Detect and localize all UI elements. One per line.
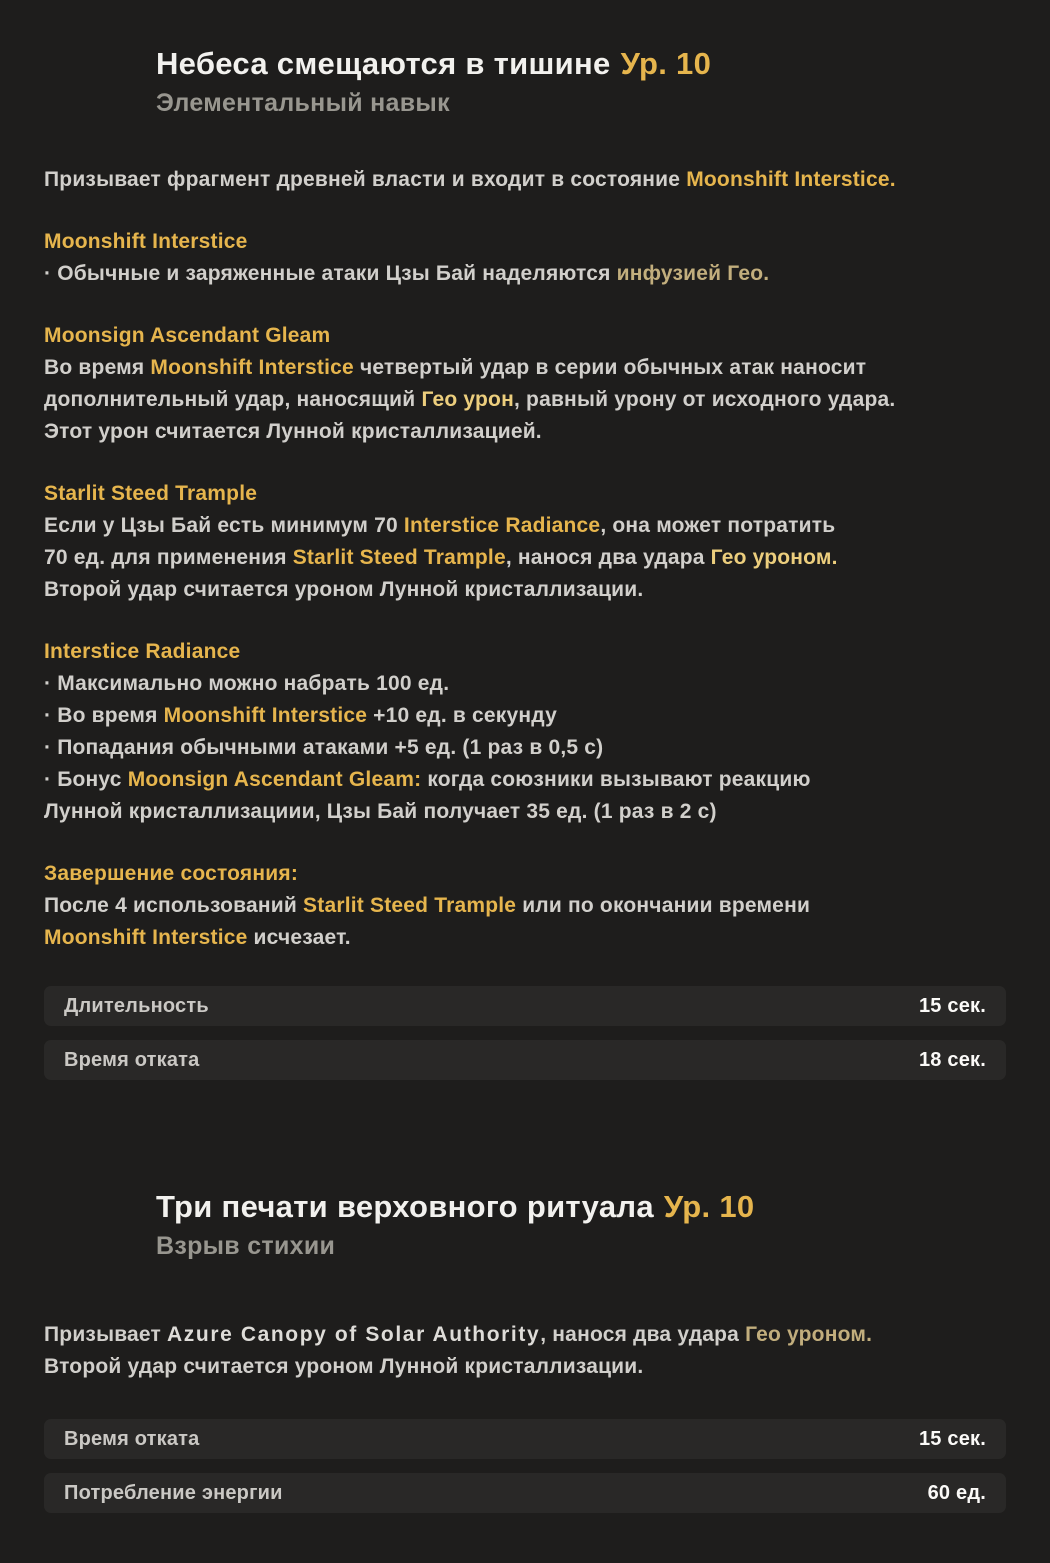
text-line xyxy=(44,164,1006,196)
text-segment-gold: Завершение состояния: xyxy=(44,862,299,885)
text-segment-body: · Максимально можно набрать 100 ед. xyxy=(44,672,450,695)
text-line xyxy=(44,636,1006,668)
text-segment-body: четвертый удар в серии обычных атак наносит xyxy=(353,356,867,379)
text-line xyxy=(44,384,1006,416)
stat-value: 15 сек. xyxy=(918,994,986,1017)
text-segment-gold: Moonshift Interstice. xyxy=(686,168,896,191)
stat-value: 60 ед. xyxy=(927,1481,986,1504)
skill-stats xyxy=(44,986,1006,1080)
text-segment-body: дополнительный удар, наносящий xyxy=(44,388,422,411)
stat-value: 18 сек. xyxy=(918,1048,986,1071)
text-segment-gold: Interstice Radiance xyxy=(403,514,601,537)
text-segment-gold: Moonshift Interstice xyxy=(44,926,248,949)
text-line xyxy=(44,1351,1006,1383)
stat-row xyxy=(44,1040,1006,1080)
text-line xyxy=(44,478,1006,510)
text-segment-body: Лунной кристаллизациии, Цзы Бай получает 35 ед. (1 раз в 2 с) xyxy=(44,800,717,823)
text-line xyxy=(44,1319,1006,1351)
stat-value: 15 сек. xyxy=(918,1427,986,1450)
skill-section-elemental-skill xyxy=(44,45,1006,1094)
text-segment-body: · Обычные и заряженные атаки Цзы Бай наделяются xyxy=(44,262,617,285)
text-segment-gold: Moonshift Interstice xyxy=(163,704,368,727)
text-line xyxy=(44,922,1006,954)
text-segment-gold: Interstice Radiance xyxy=(44,640,241,663)
skill-title: Три печати верховного ритуала xyxy=(156,1189,654,1224)
text-segment-body: Этот урон считается Лунной кристаллизацией. xyxy=(44,420,542,443)
stat-row xyxy=(44,986,1006,1026)
stat-label: Время отката xyxy=(64,1048,200,1071)
skill-stats xyxy=(44,1419,1006,1513)
text-segment-body: Если у Цзы Бай есть минимум 70 xyxy=(44,514,404,537)
text-segment-body: 70 ед. для применения xyxy=(44,546,293,569)
moonshift-interstice-section xyxy=(44,226,1006,290)
text-segment-body: · Во время xyxy=(44,704,164,727)
skill-description xyxy=(44,164,1006,954)
text-segment-gold: Moonsign Ascendant Gleam xyxy=(44,324,331,347)
text-segment-body: когда союзники вызывают реакцию xyxy=(421,768,811,791)
intro-paragraph xyxy=(44,164,1006,196)
text-segment-body: , нанося два удара xyxy=(505,546,711,569)
text-segment-body: или по окончании времени xyxy=(516,894,811,917)
text-segment-body: · Бонус xyxy=(44,768,128,791)
skill-title-row xyxy=(156,1188,1006,1226)
stat-label: Потребление энергии xyxy=(64,1481,283,1504)
text-segment-body: исчезает. xyxy=(247,926,351,949)
state-end-section xyxy=(44,858,1006,954)
text-line xyxy=(44,574,1006,606)
text-segment-gold: Starlit Steed Trample xyxy=(303,894,517,917)
text-line xyxy=(44,258,1006,290)
stat-label: Длительность xyxy=(64,994,209,1017)
text-segment-body: Во время xyxy=(44,356,151,379)
text-segment-latin: Azure Canopy of Solar Authority xyxy=(167,1323,541,1346)
text-segment-gold: Starlit Steed Trample xyxy=(44,482,258,505)
text-segment-body: После 4 использований xyxy=(44,894,304,917)
text-line xyxy=(44,764,1006,796)
text-line xyxy=(44,226,1006,258)
text-segment-gold: Moonshift Interstice xyxy=(44,230,248,253)
skill-section-elemental-burst xyxy=(44,1188,1006,1527)
text-line xyxy=(44,890,1006,922)
text-segment-gold: Moonsign Ascendant Gleam: xyxy=(127,768,422,791)
skill-description xyxy=(44,1319,1006,1383)
text-segment-body: , нанося два удара xyxy=(540,1323,746,1346)
skill-level-badge: Ур. 10 xyxy=(663,1189,755,1224)
text-segment-body: Второй удар считается уроном Лунной кристаллизации. xyxy=(44,578,644,601)
stat-row xyxy=(44,1473,1006,1513)
text-segment-body: · Попадания обычными атаками +5 ед. (1 раз в 0,5 с) xyxy=(44,736,604,759)
text-segment-body: Призывает xyxy=(44,1323,168,1346)
text-line xyxy=(44,416,1006,448)
skill-type-label: Элементальный навык xyxy=(156,89,450,117)
text-segment-body: Призывает фрагмент древней власти и входит в состояние xyxy=(44,168,687,191)
moonsign-ascendant-gleam-section xyxy=(44,320,1006,448)
text-line xyxy=(44,320,1006,352)
text-segment-body: +10 ед. в секунду xyxy=(367,704,557,727)
text-segment-pale: Гео уроном. xyxy=(710,546,838,569)
burst-description xyxy=(44,1319,1006,1383)
text-line xyxy=(44,510,1006,542)
text-line xyxy=(44,668,1006,700)
text-segment-body: , она может потратить xyxy=(600,514,836,537)
text-line xyxy=(44,732,1006,764)
text-segment-tan: Гео уроном. xyxy=(745,1323,873,1346)
text-segment-gold: Starlit Steed Trample xyxy=(292,546,506,569)
skill-type-label: Взрыв стихии xyxy=(156,1232,336,1260)
text-segment-pale: Гео урон xyxy=(421,388,514,411)
skill-level-badge: Ур. 10 xyxy=(620,46,712,81)
text-line xyxy=(44,796,1006,828)
starlit-steed-trample-section xyxy=(44,478,1006,606)
stat-row xyxy=(44,1419,1006,1459)
skill-header xyxy=(156,1188,1006,1261)
text-segment-tan: инфузией Гео. xyxy=(616,262,770,285)
text-line xyxy=(44,542,1006,574)
skill-header xyxy=(156,45,1006,118)
text-segment-body: Второй удар считается уроном Лунной кристаллизации. xyxy=(44,1355,644,1378)
skill-title: Небеса смещаются в тишине xyxy=(156,46,611,81)
skill-title-row xyxy=(156,45,1006,83)
stat-label: Время отката xyxy=(64,1427,200,1450)
interstice-radiance-section xyxy=(44,636,1006,828)
text-line xyxy=(44,352,1006,384)
text-line xyxy=(44,700,1006,732)
text-segment-gold: Moonshift Interstice xyxy=(150,356,354,379)
text-line xyxy=(44,858,1006,890)
text-segment-body: , равный урону от исходного удара. xyxy=(513,388,896,411)
